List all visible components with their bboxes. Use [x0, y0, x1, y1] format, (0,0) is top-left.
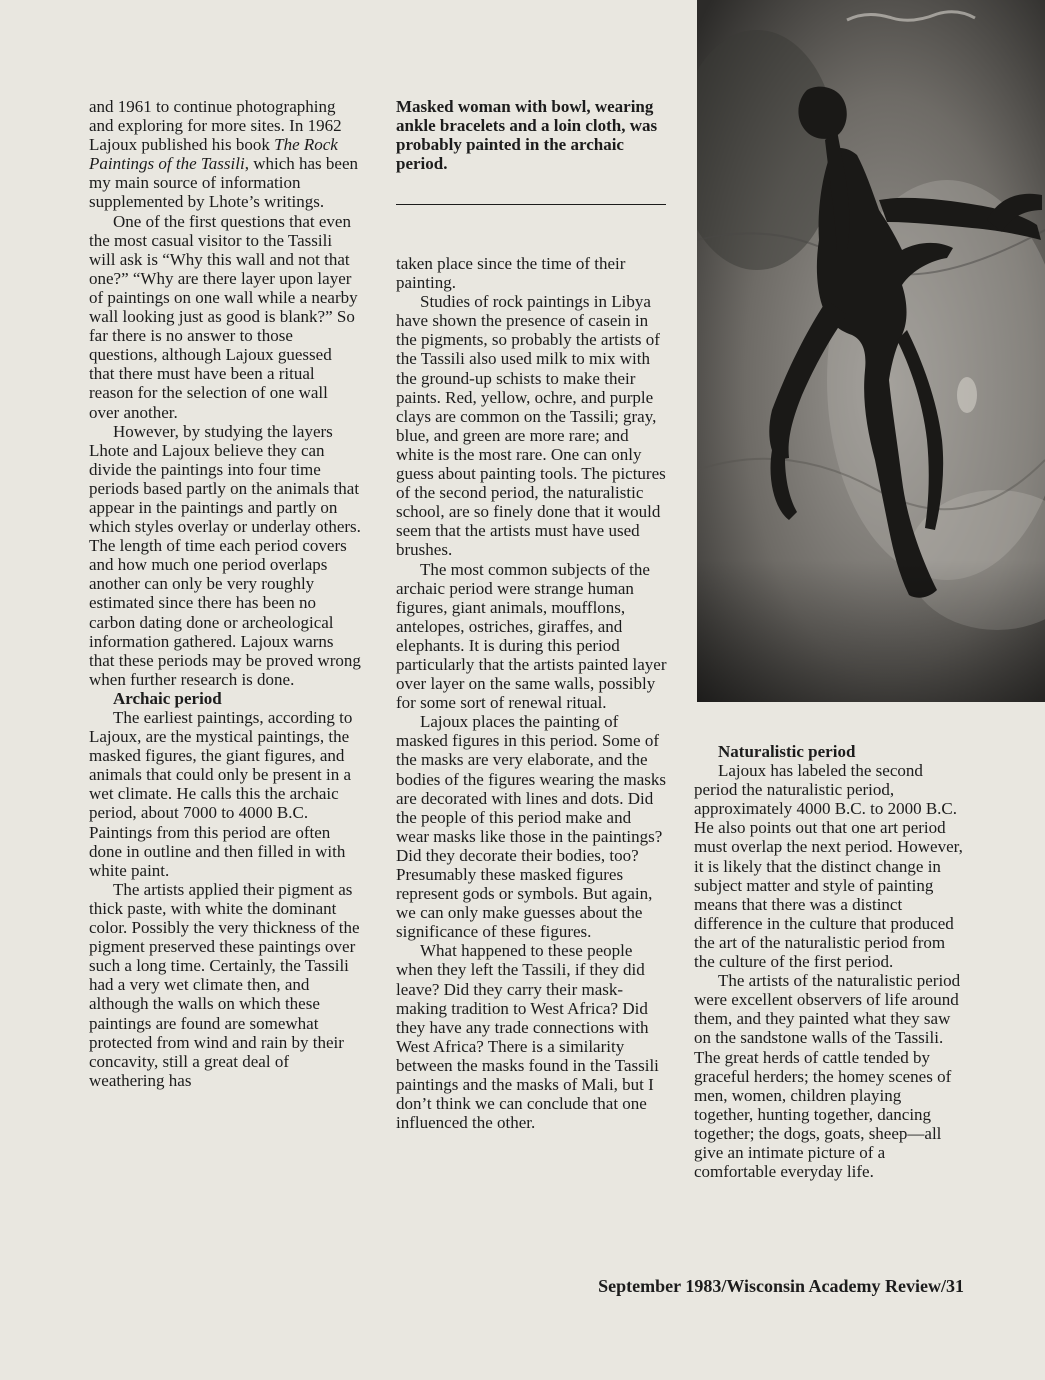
paragraph: However, by studying the layers Lhote and Lajoux believe they can divide the paintings into four time periods based partly on the animals that appear in the paintings and partly on which styles overlay or underlay others. The length of time each period covers and how much one period overlaps another can only be very roughly estimated since there has been no carbon dating done or archeological information gathered. Lajoux warns that these periods may be proved wrong when further research is done. [89, 421, 361, 689]
article-column-2 [396, 254, 668, 1132]
paragraph: The artists of the naturalistic period were excellent observers of life around them, and they painted what they saw on the sandstone walls of the Tassili. The great herds of cattle tended by graceful herders; the homey scenes of men, women, children playing together, hunting together, dancing together; the dogs, goats, sheep—all give an intimate picture of a comfortable everyday life. [694, 971, 961, 1182]
section-heading-archaic: Archaic period [113, 688, 222, 708]
paragraph: The earliest paintings, according to Lajoux, are the mystical paintings, the masked figures, the giant figures, and animals that could only be present in a wet climate. He calls this the archaic period, about 7000 to 4000 B.C. Paintings from this period are often done in outline and then filled in with white paint. [89, 708, 353, 880]
article-column-3 [694, 742, 964, 1181]
paragraph: taken place since the time of their painting. [396, 254, 626, 293]
section-heading-naturalistic: Naturalistic period [718, 742, 856, 761]
rock-painting-photo [697, 0, 1045, 702]
paragraph: and 1961 to continue photographing and exploring for more sites. In 1962 Lajoux published his book The Rock Paintings of the Tassili, which has been my main source of information supplemented by Lhote’s writings. [89, 97, 359, 212]
paragraph: The most common subjects of the archaic period were strange human figures, giant animals, moufflons, antelopes, ostriches, giraffes, and elephants. It is during this period particularly that the artists painted layer over layer on the same walls, possibly for some sort of renewal ritual. [396, 559, 667, 713]
article-column-1 [89, 97, 361, 1090]
paragraph: Studies of rock paintings in Libya have shown the presence of casein in the pigments, so probably the artists of the Tassili also used milk to mix with the ground-up schists to make their paints. Red, yellow, ochre, and purple clays are common on the Tassili; gray, blue, and green are more rare; and white is the most rare. One can only guess about painting tools. The pictures of the second period, the naturalistic school, are so finely done that it would seem that the artists must have used brushes. [396, 292, 666, 560]
paragraph: The artists applied their pigment as thick paste, with white the dominant color. Possibly the very thickness of the pigment preserved these paintings over such a long time. Certainly, the Tassili had a very wet climate then, and although the walls on which these paintings are found are somewhat protected from wind and rain by their concavity, still a great deal of weathering has [89, 879, 360, 1090]
paragraph: One of the first questions that even the most casual visitor to the Tassili will ask is “Why this wall and not that one?” “Why are there layer upon layer of paintings on one wall while a nearby wall looking just as good is blank?” So far there is no answer to those questions, although Lajoux guessed that there must have been a ritual reason for the selection of one wall over another. [89, 211, 358, 422]
paragraph: Lajoux has labeled the second period the naturalistic period, approximately 4000 B.C. to 2000 B.C. He also points out that one art period must overlap the next period. However, it is likely that the distinct change in subject matter and style of painting means that there was a distinct difference in the culture that produced the art of the naturalistic period from the culture of the first period. [694, 761, 963, 972]
caption-divider [396, 204, 666, 205]
paragraph: What happened to these people when they left the Tassili, if they did leave? Did they carry their mask-making tradition to West Africa? Did they have any trade connections with West Africa? There is a similarity between the masks found in the Tassili paintings and the masks of Mali, but I don’t think we can conclude that one influenced the other. [396, 941, 659, 1133]
book-title: The Rock Paintings of the Tassili [89, 135, 338, 174]
paragraph: Lajoux places the painting of masked figures in this period. Some of the masks are very elaborate, and the bodies of the figures wearing the masks are decorated with lines and dots. Did the people of this period make and wear masks like those in the paintings? Did they decorate their bodies, too? Presumably these masked figures represent gods or symbols. But again, we can only make guesses about the significance of these figures. [396, 712, 667, 942]
photo-caption: Masked woman with bowl, wearing ankle bracelets and a loin cloth, was probably painted in the archaic period. [396, 97, 658, 174]
page-footer: September 1983/Wisconsin Academy Review/31 [598, 1276, 964, 1296]
